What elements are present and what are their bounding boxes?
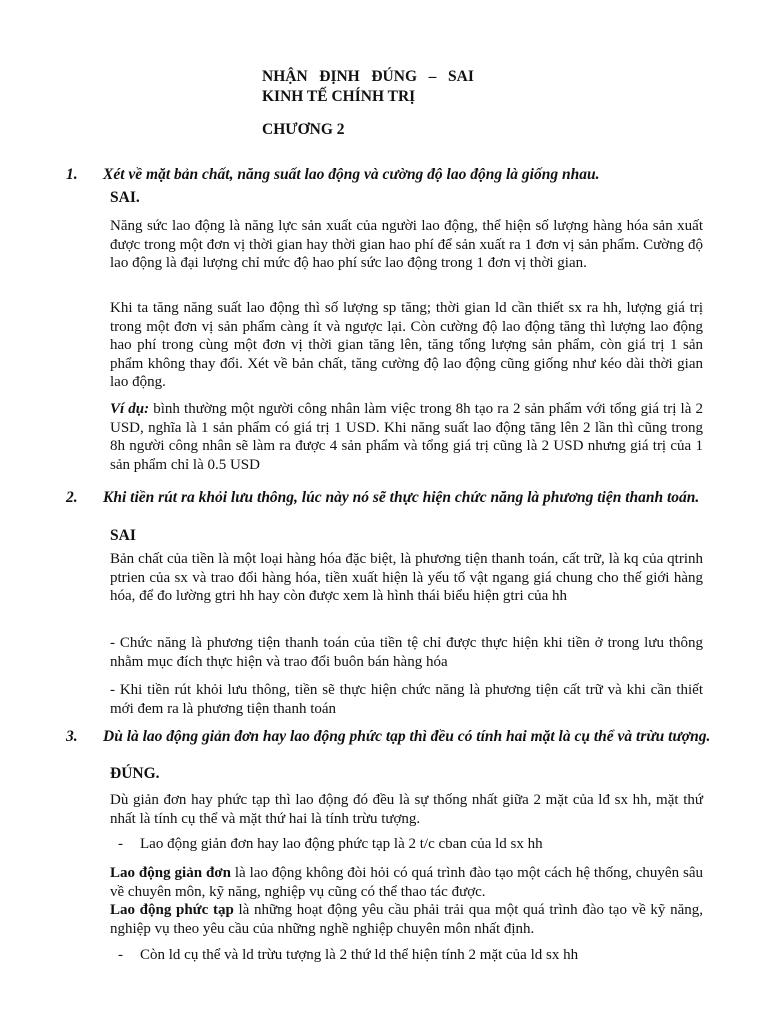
bullet-text: Lao động giản đơn hay lao động phức tạp là 2 t/c cban của ld sx hh xyxy=(140,836,543,852)
answer-3: ĐÚNG. xyxy=(110,765,160,782)
bullet-dash: - xyxy=(118,947,123,963)
q3-bullet-2 xyxy=(118,946,578,965)
q1-paragraph-2: Khi ta tăng năng suất lao động thì số lượng sp tăng; thời gian ld cần thiết sx ra hh, lượng giá trị trong một đơn vị sản phẩm càng ít và ngược lại. Còn cường độ lao động tăng thì lượng lao động hao phí trong cùng một đơn vị thời gian tăng lên, tăng tổng lượng sản phẩm, còn giá trị 1 sản phẩm không thay đổi. Xét về bản chất, tăng cường độ lao động cũng giống như kéo dài thời gian lao động. xyxy=(110,300,703,390)
question-text: Xét về mặt bản chất, năng suất lao động và cường độ lao động là giống nhau. xyxy=(103,166,600,183)
question-number: 2. xyxy=(66,489,78,506)
q2-paragraph-3: - Khi tiền rút khỏi lưu thông, tiền sẽ thực hiện chức năng là phương tiện cất trữ và khi cần thiết mới đem ra là phương tiện thanh toán xyxy=(110,682,703,717)
example-text: bình thường một người công nhân làm việc trong 8h tạo ra 2 sản phẩm với tổng giá trị là 2 USD, nghĩa là 1 sản phẩm có giá trị 1 USD. Khi năng suất lao động tăng lên 2 lần thì cũng trong 8h người công nhân sẽ làm ra được 4 sản phẩm và tổng giá trị cũng là 2 USD nhưng giá trị của 1 sản phẩm chỉ là 0.5 USD xyxy=(110,401,703,473)
q1-paragraph-1: Năng sức lao động là năng lực sản xuất của người lao động, thể hiện số lượng hàng hóa sản xuất được trong một đơn vị thời gian hay thời gian hao phí để sản xuất ra 1 đơn vị sản phẩm. Cường độ lao động là đại lượng chỉ mức độ hao phí sức lao động trong 1 đơn vị thời gian. xyxy=(110,218,703,271)
bullet-dash: - xyxy=(118,836,123,852)
doc-subtitle: KINH TẾ CHÍNH TRỊ xyxy=(262,88,416,105)
q2-paragraph-2: - Chức năng là phương tiện thanh toán của tiền tệ chỉ được thực hiện khi tiền ở trong lưu thông nhằm mục đích thực hiện và trao đổi buôn bán hàng hóa xyxy=(110,635,703,670)
question-text: Dù là lao động giản đơn hay lao động phức tạp thì đều có tính hai mặt là cụ thể và trừu tượng. xyxy=(103,728,711,745)
q1-paragraph-3 xyxy=(110,400,703,474)
q2-paragraph-1: Bản chất của tiền là một loại hàng hóa đặc biệt, là phương tiện thanh toán, cất trữ, là kq của qtrinh ptrien của sx và trao đổi hàng hóa, tiền xuất hiện là yếu tố vật ngang giá chung cho thế giới hàng hóa, để đo lường gtri hh hay còn được xem là hình thái biểu hiện gtri của hh xyxy=(110,551,703,604)
chapter-heading: CHƯƠNG 2 xyxy=(262,121,345,138)
question-number: 1. xyxy=(66,166,78,183)
term-definition: là lao động không đòi hỏi có quá trình đào tạo một cách hệ thống, chuyên sâu về chuyên môn, kỹ năng, nghiệp vụ cũng có thể thao tác được. xyxy=(110,865,703,900)
q3-paragraph-3 xyxy=(110,901,703,938)
example-label: Ví dụ: xyxy=(110,401,150,417)
q3-paragraph-2 xyxy=(110,864,703,901)
term-label: Lao động giản đơn xyxy=(110,865,231,881)
term-definition: là những hoạt động yêu cầu phải trải qua một quá trình đào tạo về kỹ năng, nghiệp vụ theo yêu cầu của những nghề nghiệp chuyên môn nhất định. xyxy=(110,902,703,937)
q3-bullet-1 xyxy=(118,835,543,854)
question-number: 3. xyxy=(66,728,78,745)
q3-paragraph-1: Dù giản đơn hay phức tạp thì lao động đó đều là sự thống nhất giữa 2 mặt của lđ sx hh, mặt thứ nhất là tính cụ thể và mặt thứ hai là tính trừu tượng. xyxy=(110,792,703,827)
answer-1: SAI. xyxy=(110,189,140,206)
bullet-text: Còn ld cụ thể và ld trừu tượng là 2 thứ ld thể hiện tính 2 mặt của ld sx hh xyxy=(140,947,579,963)
term-label: Lao động phức tạp xyxy=(110,902,234,918)
question-text: Khi tiền rút ra khỏi lưu thông, lúc này nó sẽ thực hiện chức năng là phương tiện thanh toán. xyxy=(103,489,700,506)
answer-2: SAI xyxy=(110,527,136,544)
doc-title: NHẬN ĐỊNH ĐÚNG – SAI xyxy=(262,68,474,85)
